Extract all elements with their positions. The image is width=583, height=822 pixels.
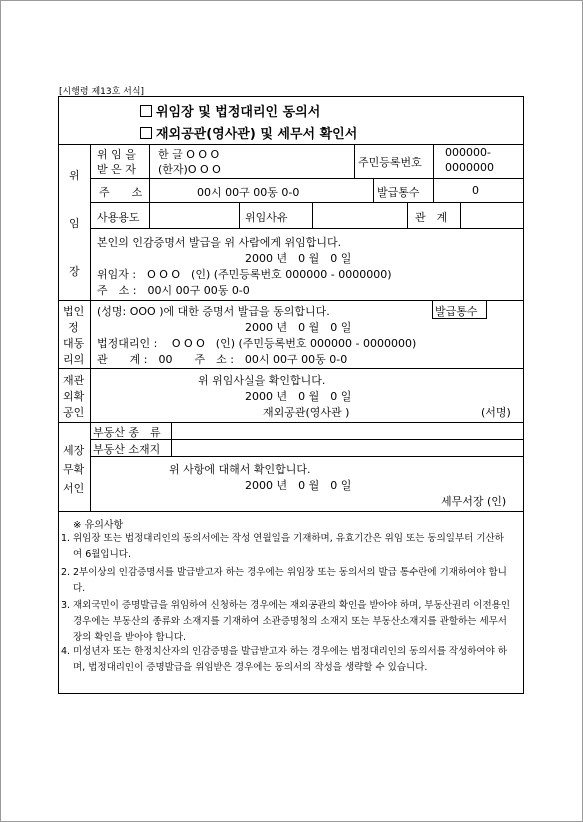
form-number-label: [시행령 제13호 서식] — [59, 87, 145, 97]
tax-statement: 위 사항에 대해서 확인합니다. — [169, 463, 311, 476]
registration-number-label: 주민등록번호 — [358, 156, 422, 169]
delegation-reason-label: 위임사유 — [245, 211, 288, 224]
delegate-name-hangul[interactable]: 한 글 O O O — [158, 148, 220, 161]
note-item: 2. 2부이상의 인감증명서를 발급받고자 하는 경우에는 위임장 또는 동의서의 발급 통수란에 기재하여야 합니다. — [61, 567, 507, 594]
issue-count-value[interactable]: 0 — [472, 184, 479, 197]
side-label-im: 임 — [69, 217, 80, 230]
consulate-signature: (서명) — [481, 406, 511, 419]
consulate-office: 재외공관(영사관 ) — [263, 406, 350, 419]
side-label-jang: 장 — [69, 265, 80, 278]
side-label-consulate-2: 외확 — [63, 390, 85, 403]
registration-number-value-1[interactable]: 000000- — [445, 146, 491, 159]
title-power-of-attorney: 위임장 및 법정대리인 동의서 — [140, 101, 320, 120]
delegate-name-hanja[interactable]: (한자)O O O — [158, 163, 221, 176]
address-label: 주 소 — [99, 186, 143, 199]
side-label-guardian-4: 리의 — [63, 353, 85, 366]
side-label-tax-2: 무확 — [63, 463, 85, 476]
tax-office-seal: 세무서장 (인) — [441, 495, 507, 508]
note-item: 4. 미성년자 또는 한정치산자의 인감증명을 발급받고자 하는 경우에는 법정대리인의 동의서를 작성하여야 하며, 법정대리인이 증명발급을 위임받은 경우에는 동의서의 작성을 생략할 수 있습니다. — [61, 646, 507, 673]
consulate-date[interactable]: 2000 년 0 월 0 일 — [245, 390, 352, 403]
consulate-statement: 위 위임사실을 확인합니다. — [198, 374, 326, 387]
delegate-label-1: 위 임 을 — [97, 148, 136, 161]
tax-date[interactable]: 2000 년 0 월 0 일 — [245, 479, 352, 492]
side-label-tax-1: 세장 — [63, 444, 85, 457]
property-location-label: 부동산 소재지 — [93, 443, 161, 456]
usage-label: 사용용도 — [97, 211, 140, 224]
checkbox-icon[interactable] — [140, 105, 152, 117]
side-label-consulate-1: 재관 — [63, 374, 85, 387]
side-label-guardian-1: 법인 — [63, 305, 85, 318]
issue-count-label: 발급통수 — [377, 186, 420, 199]
title-consulate-confirmation: 재외공관(영사관) 및 세무서 확인서 — [140, 123, 357, 142]
side-label-wi: 위 — [69, 169, 80, 182]
checkbox-icon[interactable] — [140, 127, 152, 139]
address-value[interactable]: 00시 00구 00동 0-0 — [197, 186, 300, 199]
property-type-label: 부동산 종 류 — [93, 426, 161, 439]
delegation-date[interactable]: 2000 년 0 월 0 일 — [245, 252, 352, 265]
guardian-statement: (성명: OOO )에 대한 증명서 발급을 동의합니다. — [97, 305, 330, 318]
registration-number-value-2[interactable]: 0000000 — [445, 161, 494, 174]
side-label-guardian-2: 정 — [68, 321, 79, 334]
note-item: 1. 위임장 또는 법정대리인의 동의서에는 작성 연월일을 기재하며, 유효기간은 위임 또는 동의일부터 기산하여 6월입니다. — [61, 533, 504, 560]
delegation-statement: 본인의 인감증명서 발급을 위 사람에게 위임합니다. — [97, 236, 342, 249]
delegate-label-2: 받 은 자 — [97, 163, 136, 176]
guardian-relation-line[interactable]: 관 계 : 00 주 소 : 00시 00구 00동 0-0 — [97, 353, 348, 366]
notes-header: ※ 유의사항 — [73, 520, 124, 531]
side-label-consulate-3: 공인 — [63, 406, 85, 419]
note-item: 3. 재외국민이 증명발급을 위임하여 신청하는 경우에는 재외공관의 확인을 받아야 하며, 부동산권리 이전용인 경우에는 부동산의 종류와 소재지를 기재하여 소관증명청의 소재지 또는 부동산소재지를 관할하는 세무서장의 확인을 받아야 합니다. — [61, 600, 511, 643]
legal-representative-line[interactable]: 법정대리인 : O O O (인) (주민등록번호 000000 - 0000000) — [97, 337, 417, 350]
delegator-line[interactable]: 위임자 : O O O (인) (주민등록번호 000000 - 0000000) — [97, 268, 392, 281]
delegator-address[interactable]: 주 소 : 00시 00구 00동 0-0 — [97, 284, 250, 297]
side-label-guardian-3: 대동 — [63, 337, 85, 350]
side-label-tax-3: 서인 — [63, 482, 85, 495]
guardian-count-label: 발급통수 — [435, 305, 478, 318]
relationship-label: 관 계 — [415, 211, 448, 224]
guardian-date[interactable]: 2000 년 0 월 0 일 — [245, 321, 352, 334]
